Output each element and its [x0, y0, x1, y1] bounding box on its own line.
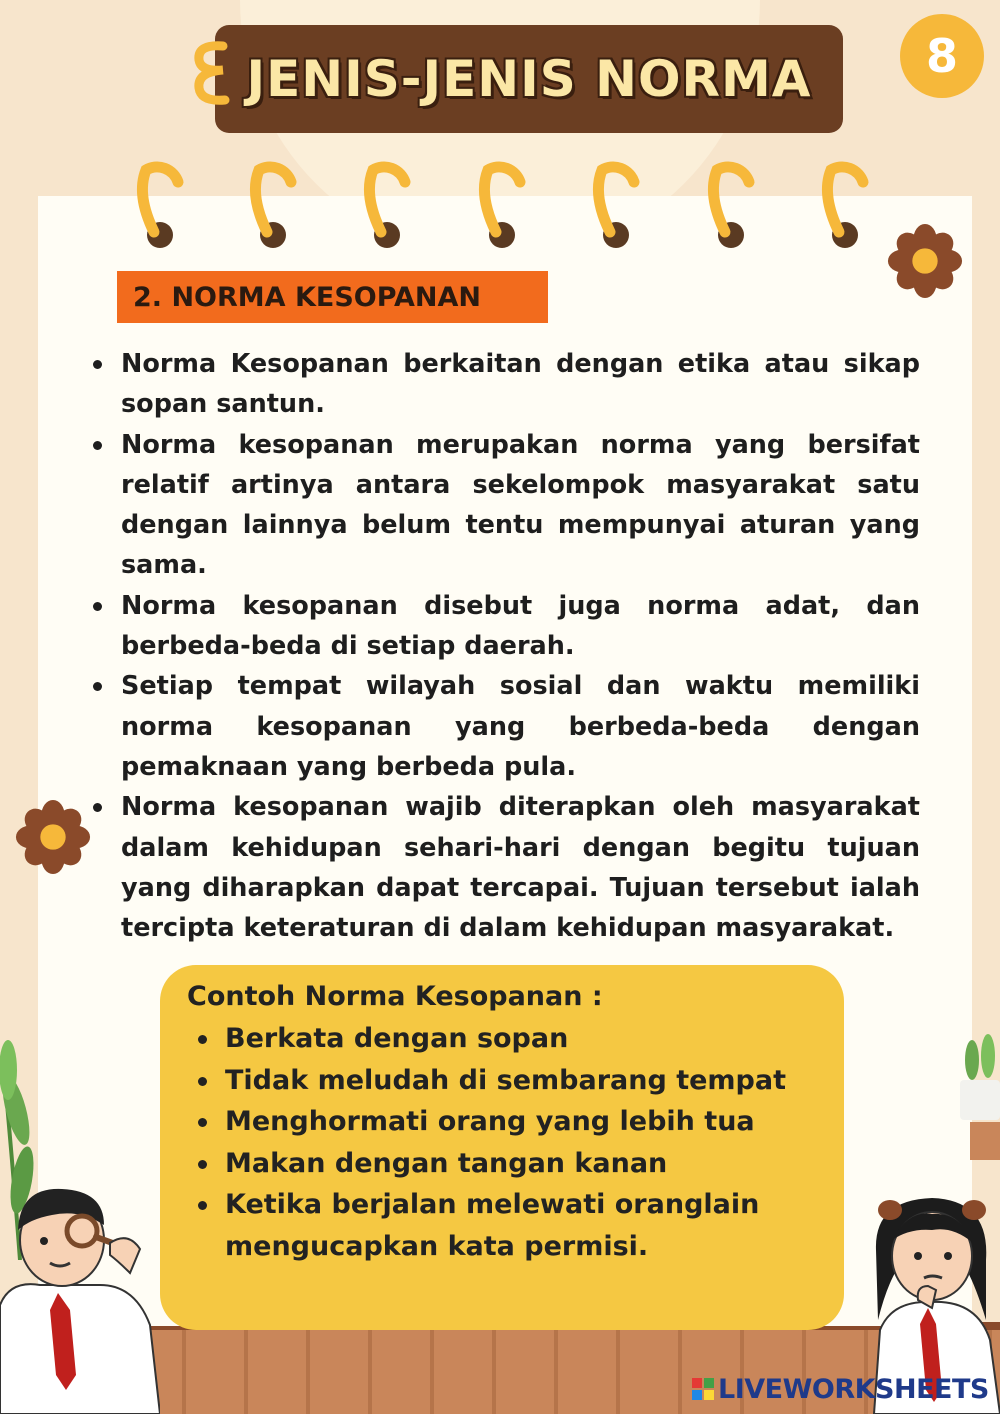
example-list [190, 1018, 810, 1267]
spiral-ring-icon [484, 167, 520, 248]
plant-icon [958, 1030, 1000, 1160]
list-item: Norma kesopanan merupakan norma yang bersifat relatif artinya antara sekelompok masyarakat satu dengan lainnya belum tentu mempunyai aturan yang sama. [85, 425, 920, 586]
example-title: Contoh Norma Kesopanan : [187, 981, 603, 1012]
list-item: Makan dengan tangan kanan [190, 1143, 810, 1185]
spiral-rings [0, 150, 1000, 260]
spiral-ring-icon [193, 38, 245, 108]
list-item: Norma Kesopanan berkaitan dengan etika atau sikap sopan santun. [85, 344, 920, 425]
flower-icon [14, 798, 92, 876]
spiral-ring-icon [142, 167, 178, 248]
boy-magnifier-illustration [0, 1185, 160, 1414]
spiral-ring-icon [369, 167, 405, 248]
list-item: Norma kesopanan wajib diterapkan oleh masyarakat dalam kehidupan sehari-hari dengan begitu tujuan yang diharapkan dapat tercapai. Tujuan tersebut ialah tercipta keteraturan di dalam kehidupan masyarakat. [85, 787, 920, 948]
spiral-ring-icon [713, 167, 749, 248]
spiral-ring-icon [255, 167, 291, 248]
page-number-badge: 8 [900, 14, 984, 98]
liveworksheets-watermark: LIVEWORKSHEETS [718, 1374, 989, 1405]
list-item: Berkata dengan sopan [190, 1018, 810, 1060]
list-item: Norma kesopanan disebut juga norma adat, dan berbeda-beda di setiap daerah. [85, 586, 920, 667]
liveworksheets-logo-icon [692, 1378, 714, 1400]
bullet-list [85, 344, 920, 948]
list-item: Menghormati orang yang lebih tua [190, 1101, 810, 1143]
spiral-ring-icon [827, 167, 863, 248]
flower-icon [886, 222, 964, 300]
list-item: Ketika berjalan melewati oranglain mengucapkan kata permisi. [190, 1184, 810, 1267]
title-banner [215, 25, 843, 133]
spiral-ring-icon [598, 167, 634, 248]
list-item: Tidak meludah di sembarang tempat [190, 1060, 810, 1102]
section-heading: 2. NORMA KESOPANAN [117, 271, 548, 323]
page-title: JENIS-JENIS NORMA [246, 50, 812, 108]
list-item: Setiap tempat wilayah sosial dan waktu memiliki norma kesopanan yang berbeda-beda dengan pemaknaan yang berbeda pula. [85, 666, 920, 787]
